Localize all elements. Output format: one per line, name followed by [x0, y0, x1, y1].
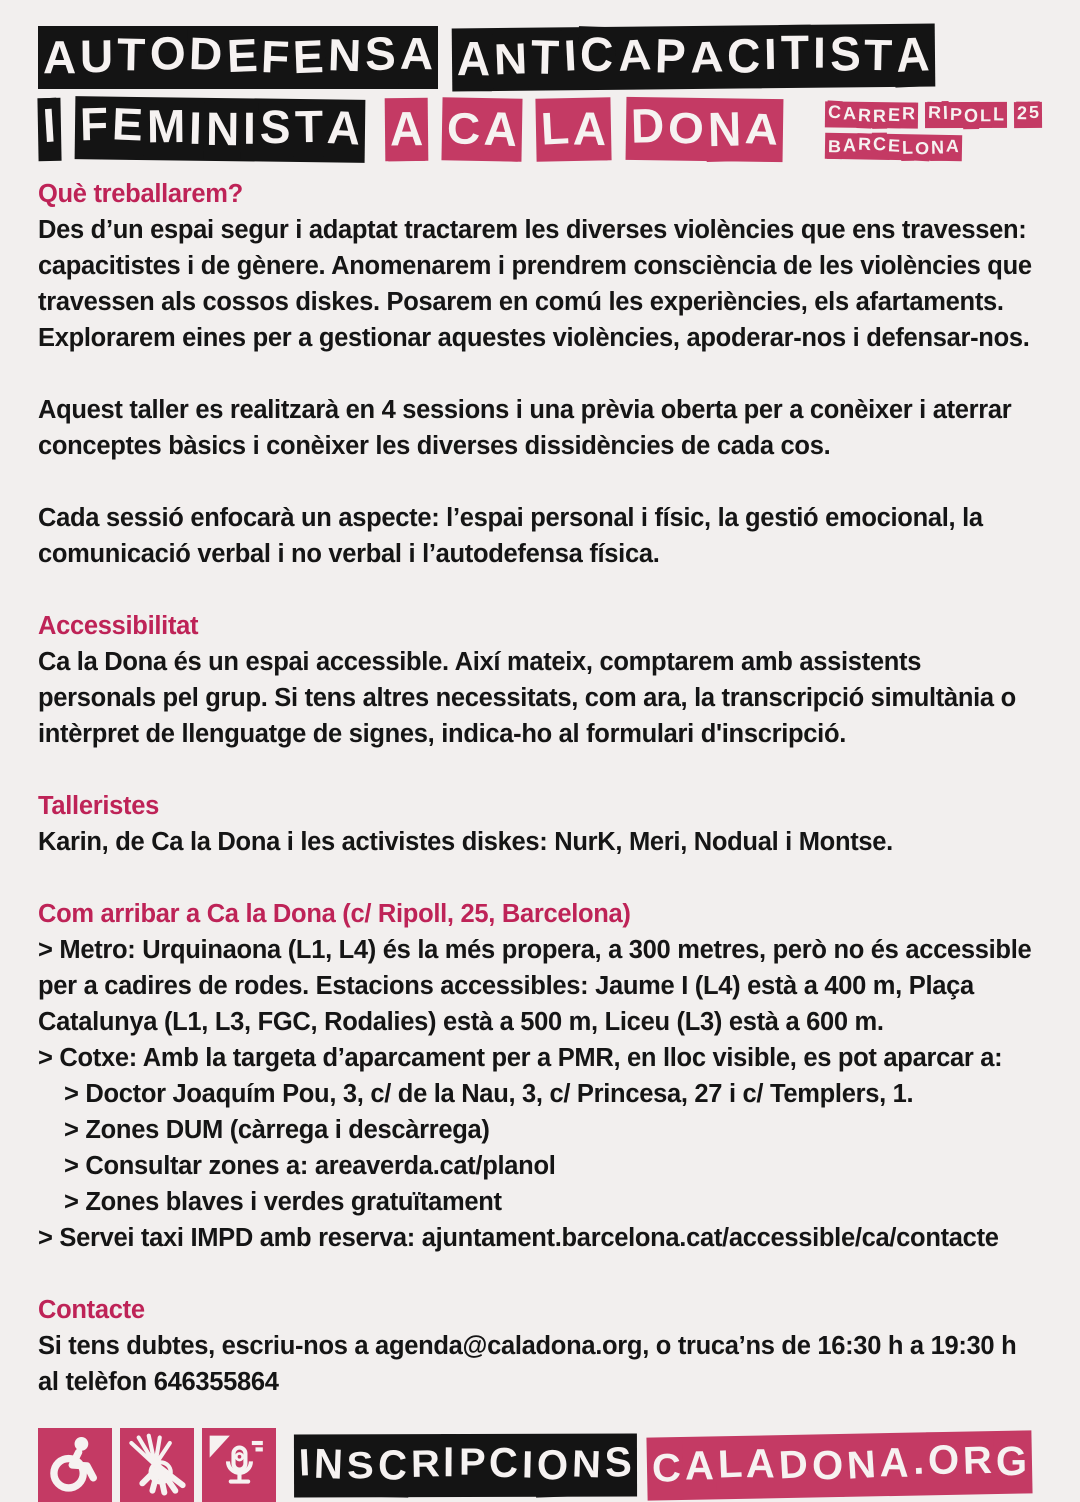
sign-language-icon	[120, 1428, 194, 1502]
address-line-1: C A R R E R R I P O L L 2 5	[825, 102, 1042, 128]
section-accessibility	[38, 608, 1042, 752]
directions-car-sub-item: > Zones DUM (càrrega i descàrrega)	[64, 1116, 490, 1145]
section-contact	[38, 1292, 1042, 1400]
section-contact-paragraph: Si tens dubtes, escriu-nos a agenda@caladona.org, o truca’ns de 16:30 h a 19:30 h al telèfon 646355864	[38, 1332, 1017, 1397]
address-line-2: B A R C E L O N A	[825, 134, 1042, 160]
section-accessibility-paragraph: Ca la Dona és un espai accessible. Així mateix, comptarem amb assistents personals pel grup. Si tens altres necessitats, com ara, la transcripció simultània o intèrpret de llenguatge de signes, indica-ho al formulari d'inscripció.	[38, 648, 1016, 749]
section-accessibility-heading: Accessibilitat	[38, 612, 199, 641]
wheelchair-icon	[38, 1428, 112, 1502]
section-what-paragraph-1: Des d’un espai segur i adaptat tractarem les diverses violències que ens travessen: capacitistes i de gènere. Anomenarem i prendrem consciència de les violències que travessen als cossos diskes. Posarem en comú les experiències, els afartaments. Explorarem eines per a gestionar aquestes violències, apoderar-nos i defensar-nos.	[38, 216, 1032, 353]
section-facilitators	[38, 788, 1042, 860]
directions-car-sub-item: > Consultar zones a: areaverda.cat/planol	[64, 1152, 556, 1181]
directions-car-sublist	[38, 1076, 1042, 1220]
directions-metro: > Metro: Urquinaona (L1, L4) és la més propera, a 300 metres, però no és accessible per a cadires de rodes. Estacions accessibles: Jaume I (L4) està a 400 m, Plaça Catalunya (L1, L3, FGC, Rodalies) està a 500 m, Liceu (L3) està a 600 m.	[38, 936, 1032, 1037]
section-directions	[38, 896, 1042, 1256]
directions-car-sub-item: > Zones blaves i verdes gratuïtament	[64, 1188, 502, 1217]
title-line-2-black: I F E M I N I S T A	[38, 98, 365, 161]
directions-car: > Cotxe: Amb la targeta d’aparcament per a PMR, en lloc visible, es pot aparcar a:	[38, 1044, 1003, 1073]
poster-title	[38, 26, 1042, 160]
title-line-1: A U T O D E F E N S A A N T I C A P A C I T I S T A	[38, 26, 1042, 89]
section-what-paragraph-2: Aquest taller es realitzarà en 4 sessions i una prèvia oberta per a conèixer i aterrar conceptes bàsics i conèixer les diverses dissidències de cada cos.	[38, 396, 1012, 461]
title-line-2-pink: A C A L A D O N A	[385, 98, 784, 161]
section-facilitators-paragraph: Karin, de Ca la Dona i les activistes diskes: NurK, Meri, Nodual i Montse.	[38, 828, 893, 857]
section-contact-heading: Contacte	[38, 1296, 145, 1325]
directions-taxi: > Servei taxi IMPD amb reserva: ajuntament.barcelona.cat/accessible/ca/contacte	[38, 1224, 999, 1253]
section-what-heading: Què treballarem?	[38, 180, 243, 209]
section-what-paragraph-3: Cada sessió enfocarà un aspecte: l’espai personal i físic, la gestió emocional, la comunicació verbal i no verbal i l’autodefensa física.	[38, 504, 983, 569]
section-facilitators-heading: Talleristes	[38, 792, 159, 821]
directions-car-sub-item: > Doctor Joaquím Pou, 3, c/ de la Nau, 3, c/ Princesa, 27 i c/ Templers, 1.	[64, 1080, 914, 1109]
website-label: C A L A D O N A . O R G	[647, 1434, 1032, 1497]
inscriptions-label: I N S C R I P C I O N S	[294, 1434, 637, 1497]
section-what	[38, 176, 1042, 572]
poster-body	[38, 176, 1042, 1400]
section-directions-heading: Com arribar a Ca la Dona (c/ Ripoll, 25, Barcelona)	[38, 900, 631, 929]
poster-footer	[38, 1428, 1042, 1502]
microphone-icon	[202, 1428, 276, 1502]
address-block	[805, 98, 1042, 160]
